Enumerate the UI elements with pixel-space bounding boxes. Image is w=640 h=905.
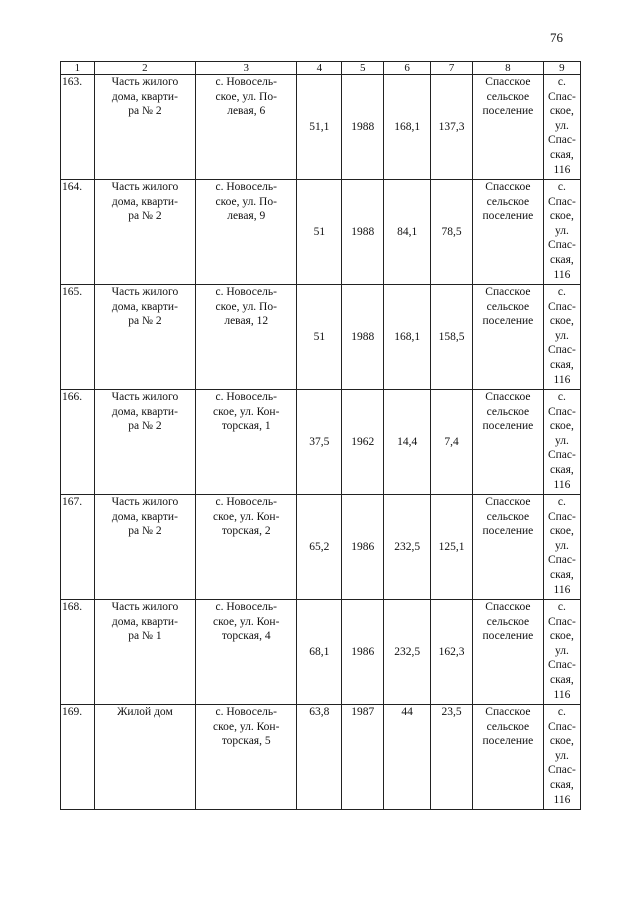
row-number: 163. bbox=[61, 75, 95, 180]
owner-location: с. Спас- ское, ул. Спас- ская, 116 bbox=[543, 600, 580, 705]
property-address: с. Новосель- ское, ул. По- левая, 6 bbox=[196, 75, 297, 180]
property-address: с. Новосель- ское, ул. По- левая, 9 bbox=[196, 180, 297, 285]
owner-location: с. Спас- ское, ул. Спас- ская, 116 bbox=[543, 495, 580, 600]
owner-location: с. Спас- ское, ул. Спас- ская, 116 bbox=[543, 75, 580, 180]
property-address: с. Новосель- ское, ул. По- левая, 12 bbox=[196, 285, 297, 390]
cell-col4: 51 bbox=[297, 180, 342, 285]
property-address: с. Новосель- ское, ул. Кон- торская, 2 bbox=[196, 495, 297, 600]
cell-col4: 37,5 bbox=[297, 390, 342, 495]
row-number: 166. bbox=[61, 390, 95, 495]
owner-location: с. Спас- ское, ул. Спас- ская, 116 bbox=[543, 285, 580, 390]
property-address: с. Новосель- ское, ул. Кон- торская, 1 bbox=[196, 390, 297, 495]
cell-col5: 1986 bbox=[342, 495, 384, 600]
property-name: Часть жилого дома, кварти- ра № 2 bbox=[94, 180, 195, 285]
property-name: Жилой дом bbox=[94, 705, 195, 810]
owner: Спасское сельское поселение bbox=[472, 180, 543, 285]
header-cell: 6 bbox=[384, 62, 431, 75]
cell-col5: 1962 bbox=[342, 390, 384, 495]
header-cell: 9 bbox=[543, 62, 580, 75]
cell-col7: 78,5 bbox=[431, 180, 473, 285]
table-row bbox=[61, 285, 581, 390]
cell-col4: 51 bbox=[297, 285, 342, 390]
property-address: с. Новосель- ское, ул. Кон- торская, 5 bbox=[196, 705, 297, 810]
header-cell: 1 bbox=[61, 62, 95, 75]
header-cell: 2 bbox=[94, 62, 195, 75]
owner: Спасское сельское поселение bbox=[472, 600, 543, 705]
property-name: Часть жилого дома, кварти- ра № 2 bbox=[94, 75, 195, 180]
table-row bbox=[61, 75, 581, 180]
table-row bbox=[61, 705, 581, 810]
cell-col6: 44 bbox=[384, 705, 431, 810]
header-cell: 7 bbox=[431, 62, 473, 75]
table-row bbox=[61, 180, 581, 285]
owner-location: с. Спас- ское, ул. Спас- ская, 116 bbox=[543, 180, 580, 285]
header-cell: 3 bbox=[196, 62, 297, 75]
property-name: Часть жилого дома, кварти- ра № 2 bbox=[94, 390, 195, 495]
owner: Спасское сельское поселение bbox=[472, 495, 543, 600]
property-name: Часть жилого дома, кварти- ра № 1 bbox=[94, 600, 195, 705]
cell-col4: 51,1 bbox=[297, 75, 342, 180]
cell-col6: 168,1 bbox=[384, 285, 431, 390]
cell-col5: 1988 bbox=[342, 180, 384, 285]
cell-col7: 23,5 bbox=[431, 705, 473, 810]
header-row bbox=[61, 62, 581, 75]
cell-col7: 158,5 bbox=[431, 285, 473, 390]
property-name: Часть жилого дома, кварти- ра № 2 bbox=[94, 495, 195, 600]
cell-col4: 65,2 bbox=[297, 495, 342, 600]
header-cell: 8 bbox=[472, 62, 543, 75]
cell-col6: 232,5 bbox=[384, 600, 431, 705]
page-number: 76 bbox=[550, 30, 563, 45]
cell-col7: 7,4 bbox=[431, 390, 473, 495]
cell-col7: 162,3 bbox=[431, 600, 473, 705]
owner-location: с. Спас- ское, ул. Спас- ская, 116 bbox=[543, 390, 580, 495]
row-number: 164. bbox=[61, 180, 95, 285]
property-address: с. Новосель- ское, ул. Кон- торская, 4 bbox=[196, 600, 297, 705]
row-number: 169. bbox=[61, 705, 95, 810]
header-cell: 5 bbox=[342, 62, 384, 75]
owner: Спасское сельское поселение bbox=[472, 75, 543, 180]
table-row bbox=[61, 390, 581, 495]
cell-col4: 68,1 bbox=[297, 600, 342, 705]
table-row bbox=[61, 600, 581, 705]
property-registry-table bbox=[60, 61, 581, 810]
cell-col7: 125,1 bbox=[431, 495, 473, 600]
table-row bbox=[61, 495, 581, 600]
cell-col4: 63,8 bbox=[297, 705, 342, 810]
row-number: 165. bbox=[61, 285, 95, 390]
cell-col5: 1987 bbox=[342, 705, 384, 810]
owner: Спасское сельское поселение bbox=[472, 390, 543, 495]
cell-col5: 1988 bbox=[342, 285, 384, 390]
owner: Спасское сельское поселение bbox=[472, 285, 543, 390]
cell-col6: 232,5 bbox=[384, 495, 431, 600]
property-name: Часть жилого дома, кварти- ра № 2 bbox=[94, 285, 195, 390]
cell-col6: 84,1 bbox=[384, 180, 431, 285]
cell-col6: 14,4 bbox=[384, 390, 431, 495]
header-cell: 4 bbox=[297, 62, 342, 75]
row-number: 167. bbox=[61, 495, 95, 600]
cell-col7: 137,3 bbox=[431, 75, 473, 180]
cell-col5: 1986 bbox=[342, 600, 384, 705]
row-number: 168. bbox=[61, 600, 95, 705]
owner-location: с. Спас- ское, ул. Спас- ская, 116 bbox=[543, 705, 580, 810]
cell-col6: 168,1 bbox=[384, 75, 431, 180]
owner: Спасское сельское поселение bbox=[472, 705, 543, 810]
cell-col5: 1988 bbox=[342, 75, 384, 180]
